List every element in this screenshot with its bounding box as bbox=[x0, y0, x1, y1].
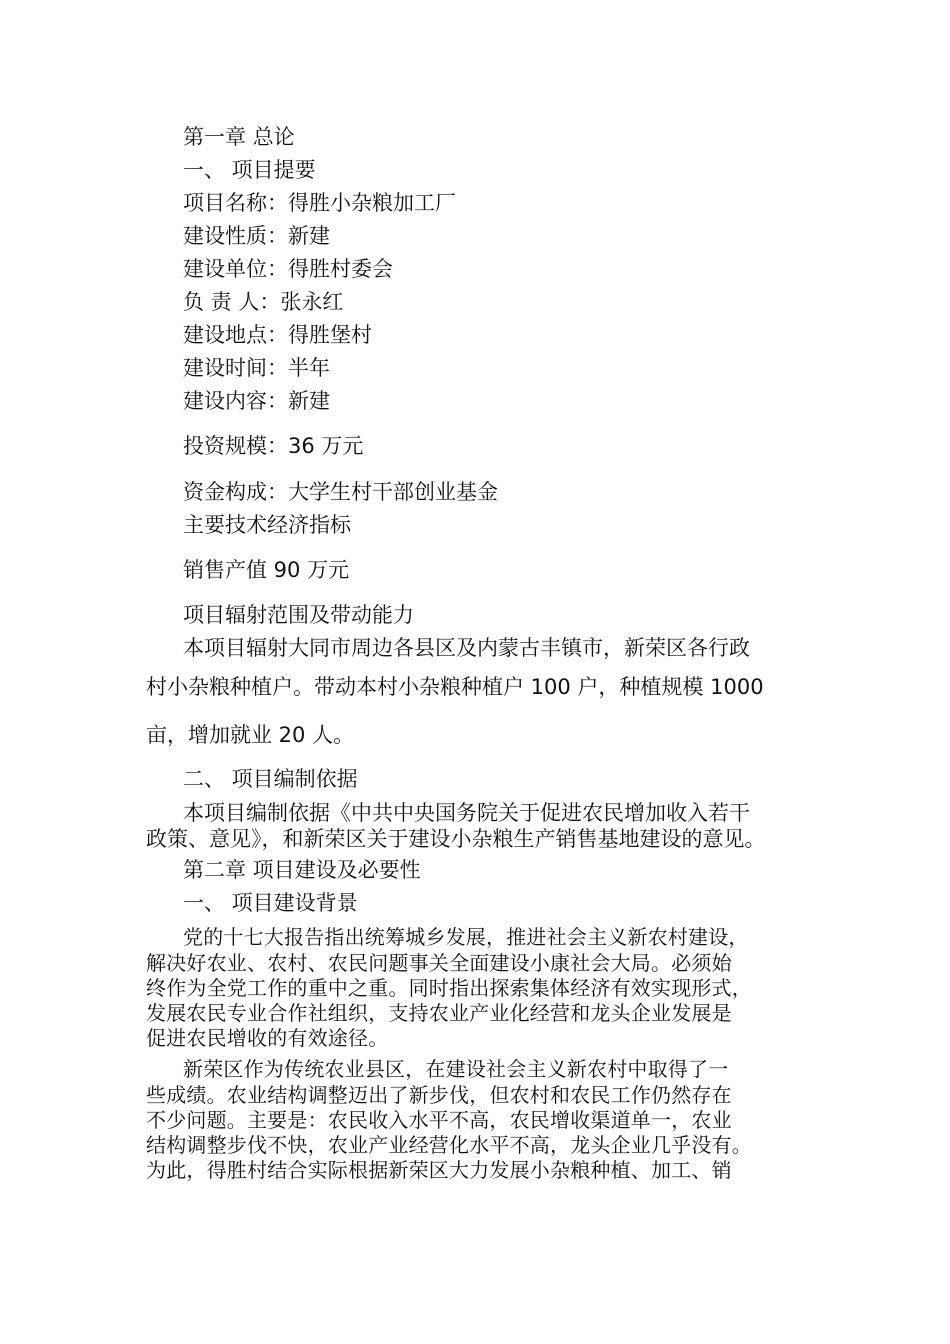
construction-location-line: 建设地点：得胜堡村 bbox=[183, 323, 372, 347]
basis-paragraph-line: 本项目编制依据《中共中央国务院关于促进农民增加收入若干 bbox=[183, 801, 750, 825]
section-background-heading: 一、 项目建设背景 bbox=[183, 891, 358, 915]
person-in-charge-line: 负 责 人：张永红 bbox=[183, 290, 344, 314]
chapter-2-heading: 第二章 项目建设及必要性 bbox=[183, 858, 421, 882]
background2-paragraph-line: 些成绩。农业结构调整迈出了新步伐，但农村和农民工作仍然存在 bbox=[146, 1083, 732, 1107]
construction-content-line: 建设内容：新建 bbox=[183, 389, 330, 413]
section-basis-heading: 二、 项目编制依据 bbox=[183, 767, 358, 791]
funding-source-line: 资金构成：大学生村干部创业基金 bbox=[183, 480, 498, 504]
background-paragraph-line: 终作为全党工作的重中之重。同时指出探索集体经济有效实现形式， bbox=[146, 976, 752, 1000]
background-paragraph-line: 发展农民专业合作社组织，支持农业产业化经营和龙头企业发展是 bbox=[146, 1001, 732, 1025]
project-name-line: 项目名称：得胜小杂粮加工厂 bbox=[183, 191, 456, 215]
background2-paragraph-line: 为此，得胜村结合实际根据新荣区大力发展小杂粮种植、加工、销 bbox=[146, 1158, 732, 1182]
background-paragraph-line: 解决好农业、农村、农民问题事关全面建设小康社会大局。必须始 bbox=[146, 951, 732, 975]
background2-paragraph-line: 新荣区作为传统农业县区，在建设社会主义新农村中取得了一 bbox=[183, 1057, 729, 1081]
investment-scale-line: 投资规模：36 万元 bbox=[183, 434, 364, 458]
background-paragraph-line: 党的十七大报告指出统筹城乡发展，推进社会主义新农村建设， bbox=[183, 925, 749, 949]
radiation-paragraph-line: 亩，增加就业 20 人。 bbox=[146, 723, 355, 747]
radiation-heading: 项目辐射范围及带动能力 bbox=[183, 603, 414, 627]
construction-nature-line: 建设性质：新建 bbox=[183, 224, 330, 248]
sales-output-line: 销售产值 90 万元 bbox=[183, 558, 350, 582]
basis-paragraph-line: 政策、意见》，和新荣区关于建设小杂粮生产销售基地建设的意见。 bbox=[146, 827, 766, 851]
indicators-heading: 主要技术经济指标 bbox=[183, 513, 351, 537]
background-paragraph-line: 促进农民增收的有效途径。 bbox=[146, 1026, 389, 1050]
section-project-summary-heading: 一、 项目提要 bbox=[183, 158, 316, 182]
radiation-paragraph-line: 村小杂粮种植户。带动本村小杂粮种植户 100 户，种植规模 1000 bbox=[146, 675, 764, 699]
background2-paragraph-line: 结构调整步伐不快，农业产业经营化水平不高，龙头企业几乎没有。 bbox=[146, 1133, 752, 1157]
background2-paragraph-line: 不少问题。主要是：农民收入水平不高，农民增收渠道单一，农业 bbox=[146, 1108, 732, 1132]
construction-unit-line: 建设单位：得胜村委会 bbox=[183, 257, 393, 281]
chapter-1-heading: 第一章 总论 bbox=[183, 125, 295, 149]
construction-time-line: 建设时间：半年 bbox=[183, 356, 330, 380]
radiation-paragraph-line: 本项目辐射大同市周边各县区及内蒙古丰镇市，新荣区各行政 bbox=[183, 636, 750, 660]
